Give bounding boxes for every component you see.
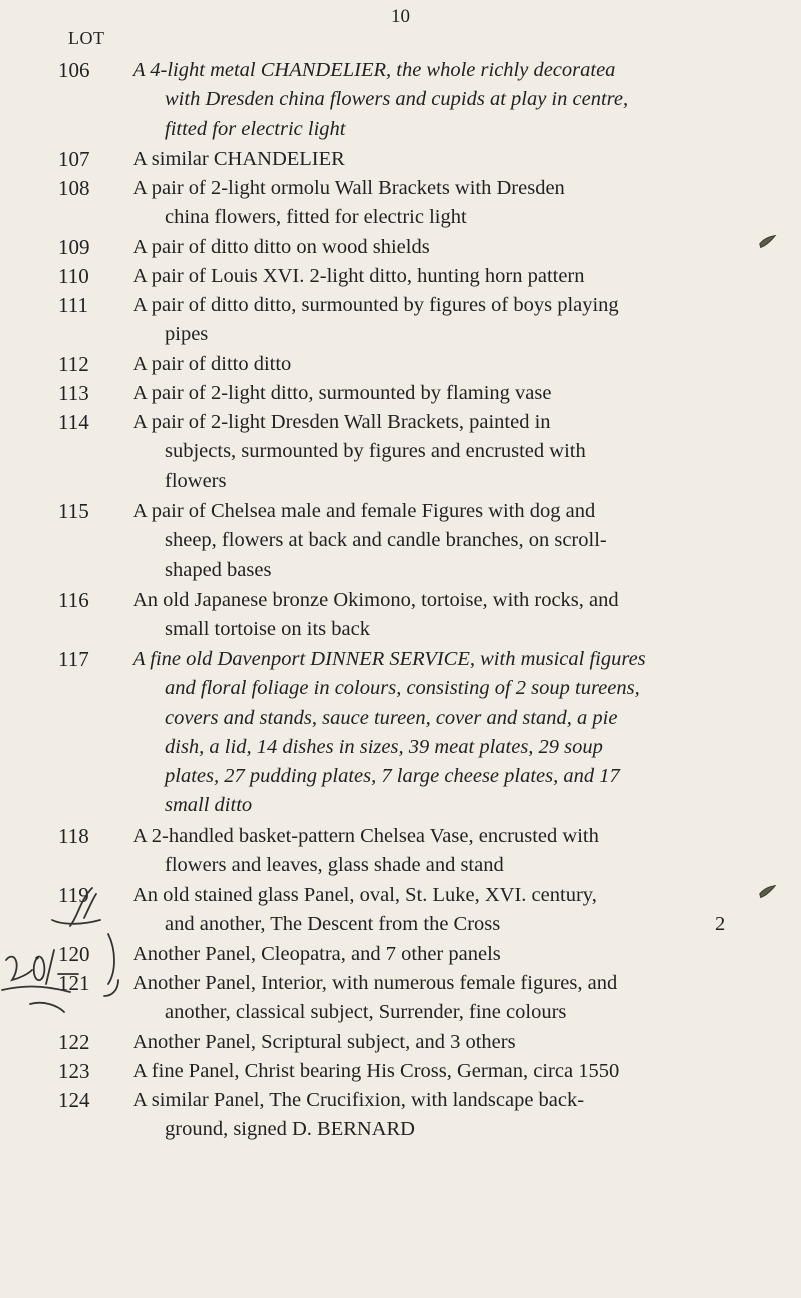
lot-description-line: A similar Panel, The Crucifixion, with landscape back- <box>133 1089 585 1111</box>
lot-number: 115 <box>58 499 89 523</box>
lot-description-line: A fine old Davenport DINNER SERVICE, with musical figures <box>133 648 646 670</box>
lot-description <box>133 881 773 940</box>
lot-description-text: and another, The Descent from the Cross <box>165 913 501 936</box>
lot-number: 114 <box>58 410 89 434</box>
lot-description-line: subjects, surmounted by figures and encrusted with <box>165 440 586 463</box>
lot-description <box>133 969 773 1028</box>
lot-description-line: small tortoise on its back <box>165 618 370 641</box>
lot-description-line: fitted for electric light <box>165 117 346 140</box>
lot-quantity: 2 <box>715 913 726 936</box>
lot-description-line: A pair of ditto ditto, surmounted by figures of boys playing <box>133 294 619 316</box>
lot-description <box>133 291 773 350</box>
lot-description-line: flowers and leaves, glass shade and stand <box>165 854 504 877</box>
lot-description-line: and floral foliage in colours, consisting of 2 soup tureens, <box>165 677 640 700</box>
lot-description-line: plates, 27 pudding plates, 7 large cheese plates, and 17 <box>165 765 620 788</box>
lot-column-header: LOT <box>68 28 105 48</box>
lot-description-line: A pair of 2-light ditto, surmounted by flaming vase <box>133 382 552 404</box>
lot-description-line: pipes <box>165 323 209 346</box>
lot-description <box>133 233 773 262</box>
lot-description-line: A 2-handled basket-pattern Chelsea Vase, encrusted with <box>133 825 599 847</box>
lot-description <box>133 174 773 233</box>
lot-number: 122 <box>58 1030 90 1054</box>
lot-description-line: with Dresden china flowers and cupids at play in centre, <box>165 88 629 111</box>
lot-description-line: A pair of 2-light ormolu Wall Brackets with Dresden <box>133 177 565 199</box>
lot-description-line: Another Panel, Cleopatra, and 7 other panels <box>133 943 501 965</box>
lot-number: 124 <box>58 1088 90 1112</box>
lot-description-line: Another Panel, Scriptural subject, and 3 others <box>133 1031 516 1053</box>
lot-number: 120 <box>58 942 90 966</box>
lot-number: 112 <box>58 352 89 376</box>
lot-description <box>133 940 773 969</box>
lot-description-line: A similar CHANDELIER <box>133 148 345 170</box>
lot-number: 109 <box>58 235 90 259</box>
lot-description <box>133 645 773 821</box>
lot-description-line <box>133 910 773 939</box>
lot-description-line: An old stained glass Panel, oval, St. Luke, XVI. century, <box>133 884 597 906</box>
lot-description <box>133 822 773 881</box>
lot-number: 121 <box>58 971 90 995</box>
lot-description-line: A fine Panel, Christ bearing His Cross, German, circa 1550 <box>133 1060 620 1082</box>
right-margin-check-mark <box>757 232 779 252</box>
lot-description-line: A pair of ditto ditto <box>133 353 292 375</box>
lot-number: 107 <box>58 147 90 171</box>
lot-description-line: An old Japanese bronze Okimono, tortoise, with rocks, and <box>133 589 619 611</box>
lot-number: 117 <box>58 647 89 671</box>
lot-number: 119 <box>58 883 89 907</box>
lot-description-line: shaped bases <box>165 558 272 581</box>
lot-number: 123 <box>58 1059 90 1083</box>
lot-description-line: A pair of Louis XVI. 2-light ditto, hunting horn pattern <box>133 265 585 287</box>
lot-description <box>133 1086 773 1145</box>
lot-number: 106 <box>58 58 90 82</box>
lot-description <box>133 497 773 585</box>
page-number: 10 <box>391 6 410 27</box>
lot-description-line: ground, signed D. BERNARD <box>165 1118 415 1141</box>
lot-description-line: A pair of 2-light Dresden Wall Brackets, painted in <box>133 411 551 433</box>
lot-description-line: flowers <box>165 469 227 492</box>
lot-description <box>133 379 773 408</box>
lot-description <box>133 586 773 645</box>
lot-description <box>133 408 773 496</box>
lot-description-line: dish, a lid, 14 dishes in sizes, 39 meat plates, 29 soup <box>165 735 603 758</box>
lot-description-line: sheep, flowers at back and candle branches, on scroll- <box>165 529 607 552</box>
lot-description-line: china flowers, fitted for electric light <box>165 206 467 229</box>
lot-number: 111 <box>58 293 88 317</box>
lot-description <box>133 56 773 144</box>
lot-number: 116 <box>58 588 89 612</box>
lot-description <box>133 1028 773 1057</box>
handwritten-margin-marks <box>0 880 125 1030</box>
lot-description-line: Another Panel, Interior, with numerous female figures, and <box>133 972 618 994</box>
lot-description <box>133 262 773 291</box>
lot-number: 110 <box>58 264 89 288</box>
right-margin-check-mark <box>757 882 779 902</box>
lot-number: 113 <box>58 381 89 405</box>
lot-description-line: covers and stands, sauce tureen, cover and stand, a pie <box>165 706 618 729</box>
lot-description <box>133 350 773 379</box>
lot-description-line: A 4-light metal CHANDELIER, the whole richly decoratea <box>133 59 616 81</box>
lot-description <box>133 1057 773 1086</box>
lot-number: 108 <box>58 176 90 200</box>
lot-description-line: small ditto <box>165 794 253 817</box>
lot-description <box>133 145 773 174</box>
lot-description-line: another, classical subject, Surrender, fine colours <box>165 1001 567 1024</box>
lot-number: 118 <box>58 824 89 848</box>
lot-description-line: A pair of Chelsea male and female Figures with dog and <box>133 500 596 522</box>
lot-description-line: A pair of ditto ditto on wood shields <box>133 236 430 258</box>
